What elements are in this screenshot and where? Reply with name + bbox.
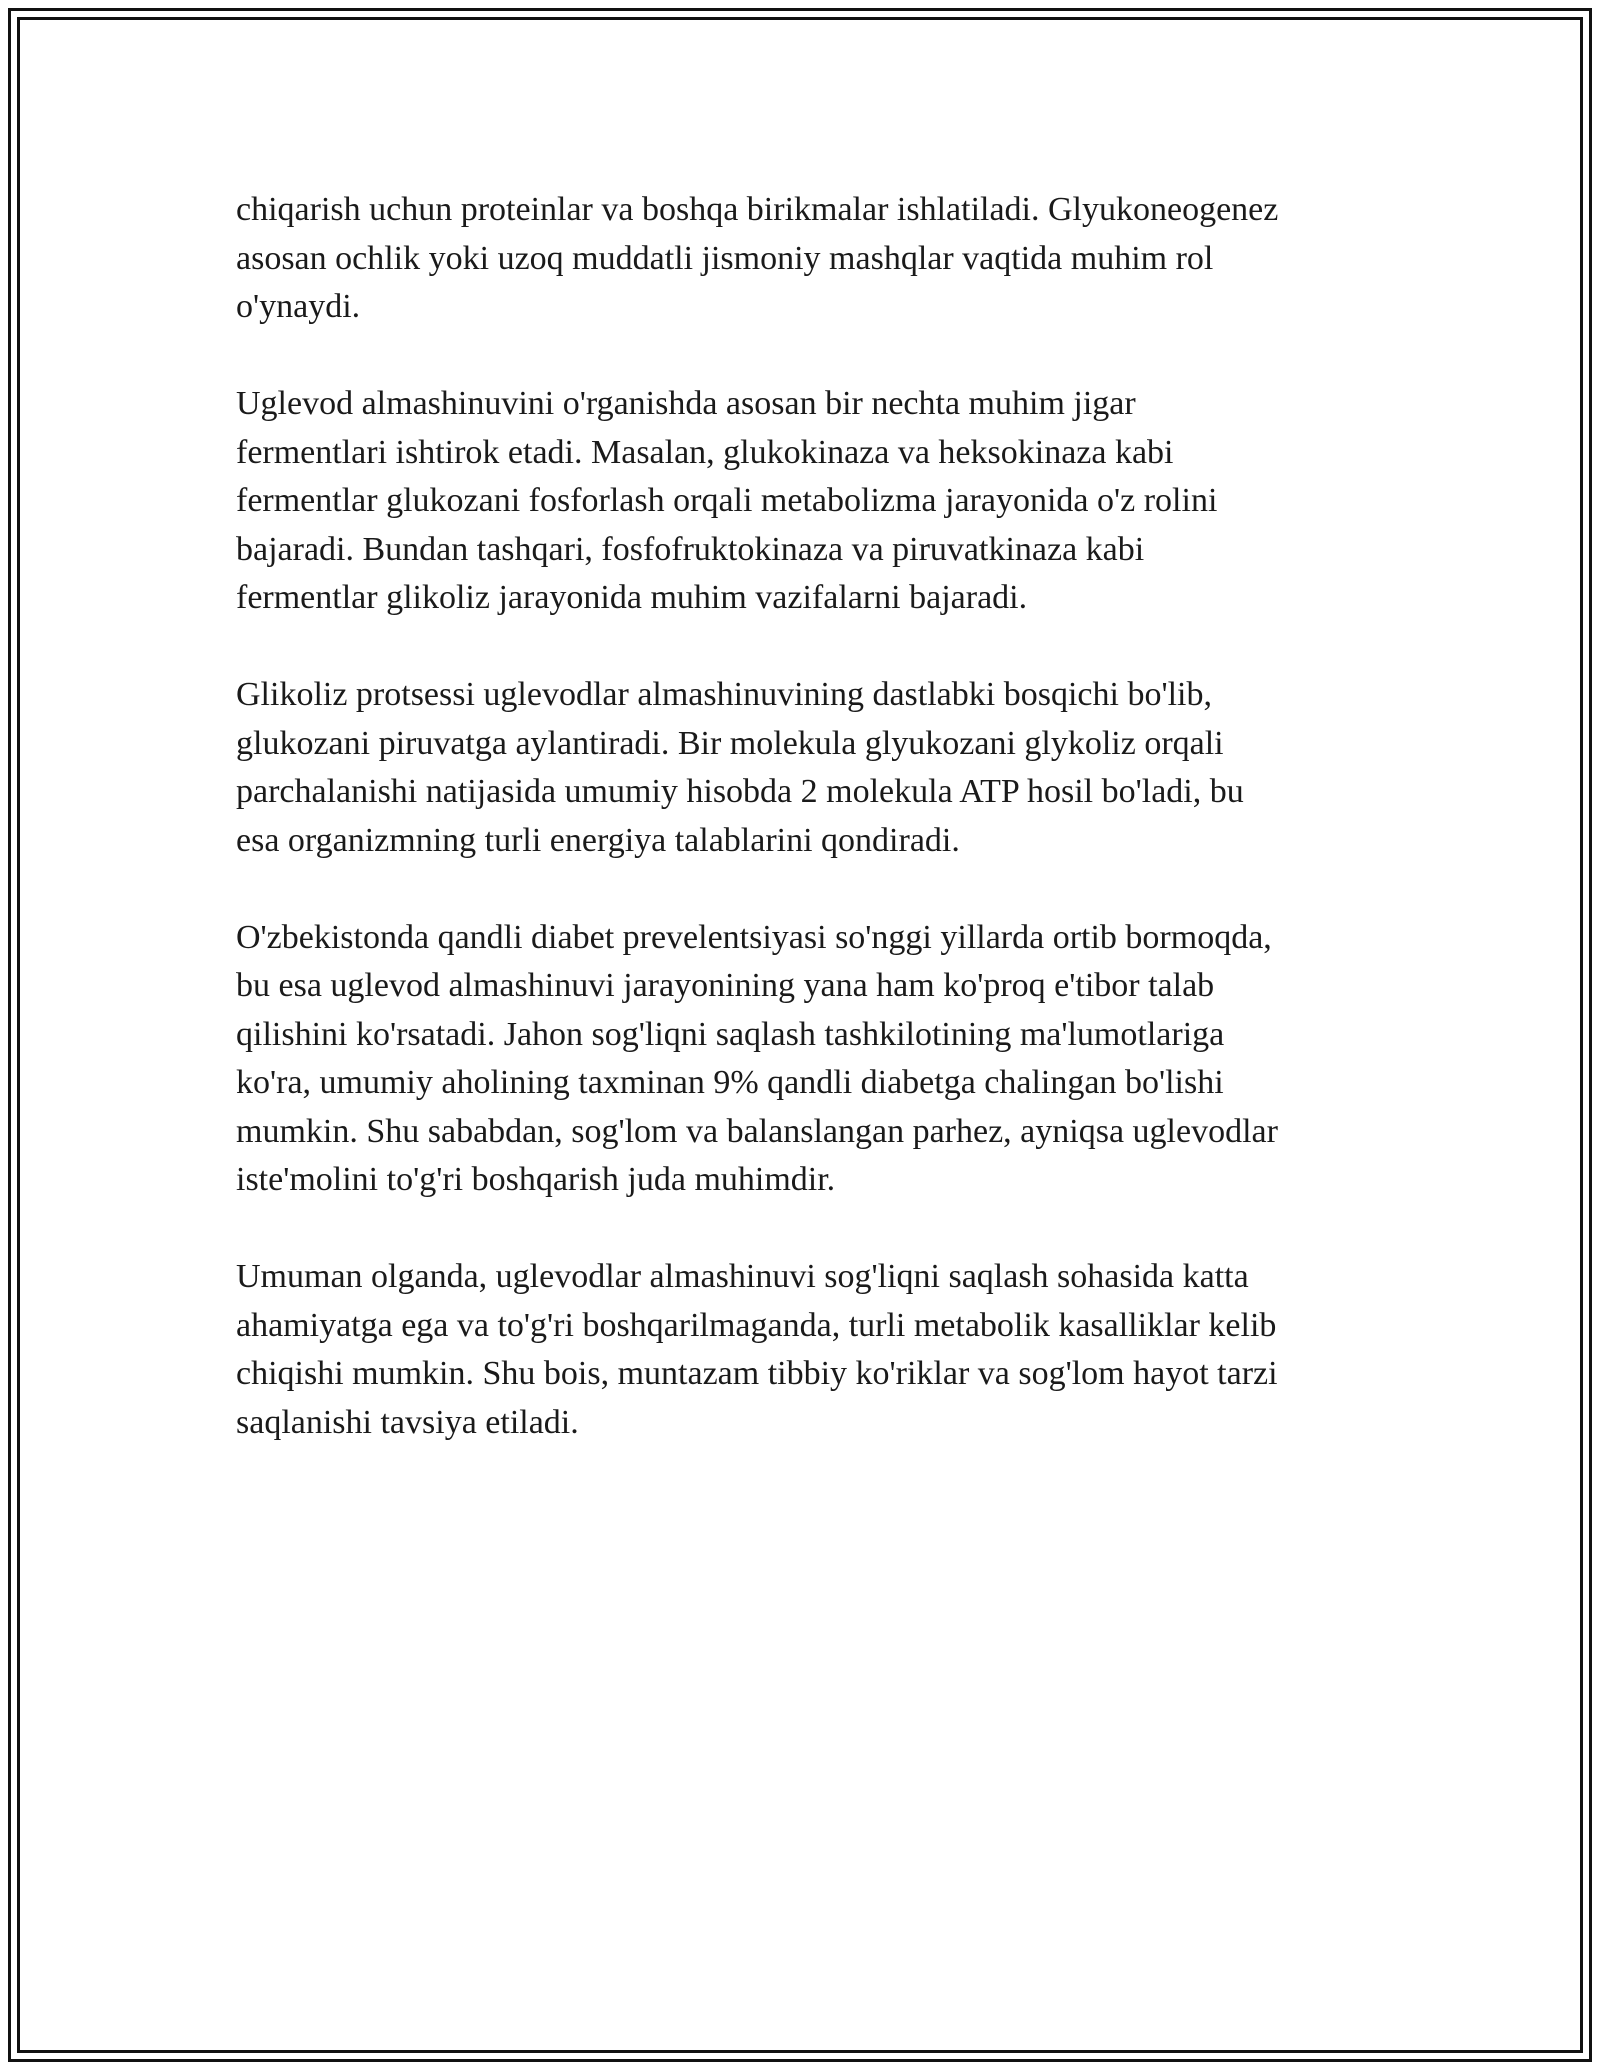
paragraph-diabetes-uzbekistan: O'zbekistonda qandli diabet prevelentsiyasi so'nggi yillarda ortib bormoqda, bu esa uglevod almashinuvi jarayonining yana ham ko'proq e'tibor talab qilishini ko'rsatadi. Jahon sog'liqni saqlash tashkilotining ma'lumotlariga ko'ra, umumiy aholining taxminan 9% qandli diabetga chalingan bo'lishi mumkin. Shu sababdan, sog'lom va balanslangan parhez, ayniqsa uglevodlar iste'molini to'g'ri boshqarish juda muhimdir. bbox=[236, 918, 1278, 1198]
paragraph-liver-enzymes: Uglevod almashinuvini o'rganishda asosan bir nechta muhim jigar fermentlari ishtirok etadi. Masalan, glukokinaza va heksokinaza kabi fermentlar glukozani fosforlash orqali metabolizma jarayonida o'z rolini bajaradi. Bundan tashqari, fosfofruktokinaza va piruvatkinaza kabi fermentlar glikoliz jarayonida muhim vazifalarni bajaradi. bbox=[236, 385, 1218, 616]
document-body bbox=[236, 186, 1376, 1496]
paragraph-gluconeogenesis: chiqarish uchun proteinlar va boshqa birikmalar ishlatiladi. Glyukoneogenez asosan ochlik yoki uzoq muddatli jismoniy mashqlar vaqtida muhim rol o'ynaydi. bbox=[236, 191, 1279, 325]
paragraph-glycolysis: Glikoliz protsessi uglevodlar almashinuvining dastlabki bosqichi bo'lib, glukozani piruvatga aylantiradi. Bir molekula glyukozani glykoliz orqali parchalanishi natijasida umumiy hisobda 2 molekula ATP hosil bo'ladi, bu esa organizmning turli energiya talablarini qondiradi. bbox=[236, 676, 1244, 859]
paragraph-conclusion: Umuman olganda, uglevodlar almashinuvi sog'liqni saqlash sohasida katta ahamiyatga ega va to'g'ri boshqarilmaganda, turli metabolik kasalliklar kelib chiqishi mumkin. Shu bois, muntazam tibbiy ko'riklar va sog'lom hayot tarzi saqlanishi tavsiya etiladi. bbox=[236, 1258, 1278, 1441]
